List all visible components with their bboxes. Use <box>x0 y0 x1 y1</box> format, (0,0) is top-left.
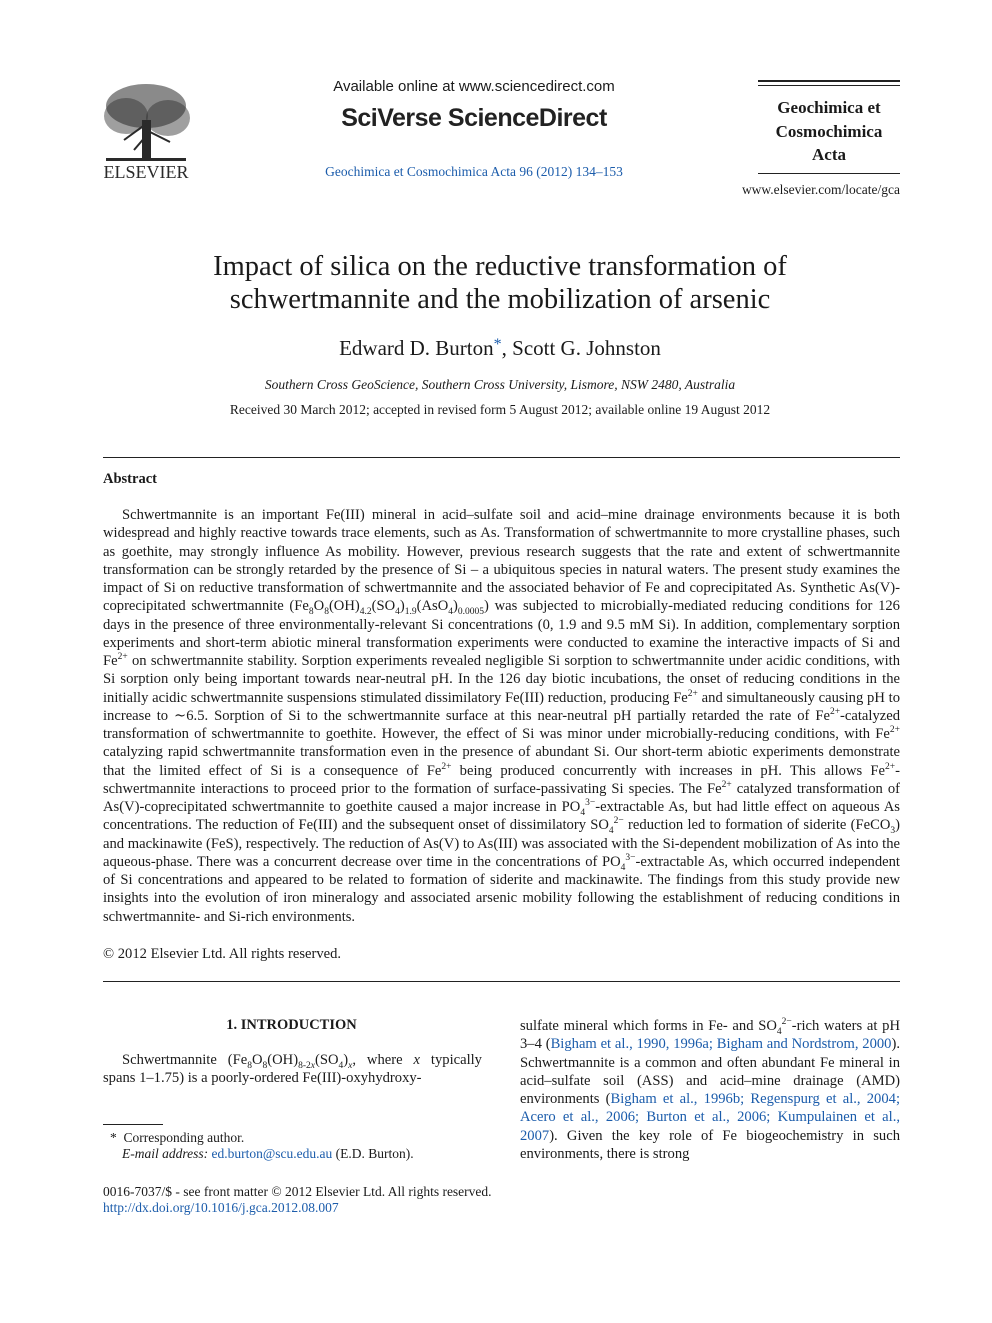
journal-url[interactable]: www.elsevier.com/locate/gca <box>741 182 900 197</box>
journal-citation[interactable]: Geochimica et Cosmochimica Acta 96 (2012) 134–153 <box>325 164 623 179</box>
doi-link[interactable]: http://dx.doi.org/10.1016/j.gca.2012.08.007 <box>103 1200 339 1215</box>
copyright-notice: © 2012 Elsevier Ltd. All rights reserved. <box>103 946 342 962</box>
tree-icon <box>104 84 190 161</box>
journal-rule-bottom <box>758 173 900 174</box>
title-line-2: schwertmannite and the mobilization of arsenic <box>229 284 771 315</box>
journal-name <box>745 96 913 167</box>
abstract-rule-top <box>103 457 900 458</box>
journal-name-line2: Cosmochimica <box>775 121 883 141</box>
abstract-body: Schwertmannite is an important Fe(III) mineral in acid–sulfate soil and acid–mine drainage environments because it is both widespread and highly reactive towards trace elements, such as As. Transformation of schwertmannite to more crystalline phases, such as goethite, may strongly influence As mobility. However, previous research suggests that the rate and extent of schwertmannite transformation can be strongly retarded by the presence of Si – a ubiquitous species in natural waters. The present study examines the impact of Si on reductive transformation of schwertmannite and the associated behavior of Fe and coprecipitated As. Synthetic As(V)-coprecipitated schwertmannite $(Fe_8O_8(OH)_{4.2}(SO_4)_{1.9}(AsO_4)_{0.0005})$ was subjected to microbially-mediated reducing conditions for 126 days in the presence of three environmentally-relevant Si concentrations (0, 1.9 and 9.5 mM Si). In addition, complementary sorption experiments and short-term abiotic mineral transformation experiments were conducted to examine the interactive impacts of Si and $Fe^{2+}$ on schwertmannite stability. Sorption experiments revealed negligible Si sorption to schwertmannite under acidic conditions, with Si sorption only being important towards near-neutral pH. In the 126 day biotic incubations, the onset of reducing conditions in the initially acidic schwertmannite suspensions stimulated dissimilatory Fe(III) reduction, producing $Fe^{2+}$ and simultaneously causing pH to increase to ∼6.5. Sorption of Si to the schwertmannite surface at this near-neutral pH partially retarded the rate of $Fe^{2+}$-catalyzed transformation of schwertmannite to goethite. However, the effect of Si was minor under microbially-reducing conditions, with $Fe^{2+}$ catalyzing rapid schwertmannite transformation even in the presence of abundant Si. Our short-term abiotic experiments demonstrate that the limited effect of Si is a consequence of $Fe^{2+}$ being produced concurrently with increases in pH. This allows $Fe^{2+}$-schwertmannite interactions to proceed prior to the formation of surface-passivating Si species. The $Fe^{2+}$ catalyzed transformation of As(V)-coprecipitated schwertmannite to goethite caused a major increase in $PO_4^{3-}$-extractable As, but had little effect on aqueous As concentrations. The reduction of Fe(III) and the subsequent onset of dissimilatory $SO_4^{2-}$ reduction led to formation of siderite (FeCO$_3$) and mackinawite (FeS), respectively. The reduction of As(V) to As(III) was associated with the Si-dependent mobilization of As into the aqueous-phase. There was a concurrent decrease over time in the concentrations of $PO_4^{3-}$-extractable As, which occurred independent of Si concentrations and appeared to be related to formation of siderite and mackinawite. The findings from this study provide new insights into the evolution of iron mineralogy and associated arsenic mobility following the establishment of reducing conditions in schwertmannite- and Si-rich environments. <box>103 507 901 925</box>
sciencedirect-brand[interactable]: SciVerse ScienceDirect <box>341 104 607 132</box>
ref-bigham-1996b[interactable]: Bigham et al., 1996b; Regenspurg et al., 2004; Acero et al., 2006; Burton et al., 2006; Kumpulainen et al., 2007 <box>520 1091 901 1144</box>
journal-name-line1: Geochimica et <box>777 98 881 117</box>
email-link[interactable]: ed.burton@scu.edu.au <box>211 1146 333 1161</box>
footnote-star: * <box>110 1130 117 1145</box>
author-johnston: Scott G. Johnston <box>512 336 661 360</box>
article-title <box>110 250 890 316</box>
available-online-text: Available online at www.sciencedirect.com <box>333 78 615 95</box>
footnote-corresponding <box>110 1130 244 1146</box>
author-list <box>110 336 890 361</box>
issn-line: 0016-7037/$ - see front matter © 2012 Elsevier Ltd. All rights reserved. <box>103 1184 492 1199</box>
ref-bigham-1990[interactable]: Bigham et al., 1990, 1996a; Bigham and Nordstrom, 2000 <box>550 1036 892 1053</box>
title-line-1: Impact of silica on the reductive transformation of <box>213 251 787 282</box>
author-burton: Edward D. Burton <box>339 336 494 360</box>
email-label: E-mail address: <box>122 1146 209 1161</box>
elsevier-tree-logo <box>96 80 196 182</box>
section-heading-introduction: 1. INTRODUCTION <box>226 1017 357 1033</box>
article-dates: Received 30 March 2012; accepted in revised form 5 August 2012; available online 19 August 2012 <box>229 402 771 417</box>
abstract-heading: Abstract <box>103 471 157 487</box>
footnote-corresponding-text: Corresponding author. <box>123 1130 245 1145</box>
corresponding-author-marker[interactable]: * <box>493 336 502 353</box>
journal-rule-top <box>758 80 900 82</box>
intro-paragraph-left: Schwertmannite ($Fe_8O_8(OH)_{8-2x}(SO_4)_x$, where x typically spans 1–1.75) is a poorly-ordered Fe(III)-oxyhydroxy- <box>103 1052 482 1087</box>
footnote-email <box>122 1146 414 1162</box>
publisher-name: ELSEVIER <box>103 162 189 182</box>
author-separator: , <box>501 336 513 360</box>
affiliation: Southern Cross GeoScience, Southern Cross University, Lismore, NSW 2480, Australia <box>264 377 736 392</box>
intro-paragraph-right: sulfate mineral which forms in Fe- and $SO_4^{2-}$-rich waters at pH 3–4 (Bigham et al., 1990, 1996a; Bigham and Nordstrom, 2000). Schwertmannite is a common and often abundant Fe mineral in acid–sulfate soil (ASS) and acid–mine drainage (AMD) environments (Bigham et al., 1996b; Regenspurg et al., 2004; Acero et al., 2006; Burton et al., 2006; Kumpulainen et al., 2007). Given the key role of Fe biogeochemistry in such environments, there is strong <box>520 1017 901 1163</box>
journal-rule-top-thin <box>758 85 900 86</box>
footnote-rule <box>103 1124 163 1125</box>
email-suffix: (E.D. Burton). <box>335 1146 414 1161</box>
abstract-rule-bottom <box>103 981 900 982</box>
journal-name-line3: Acta <box>812 145 846 164</box>
